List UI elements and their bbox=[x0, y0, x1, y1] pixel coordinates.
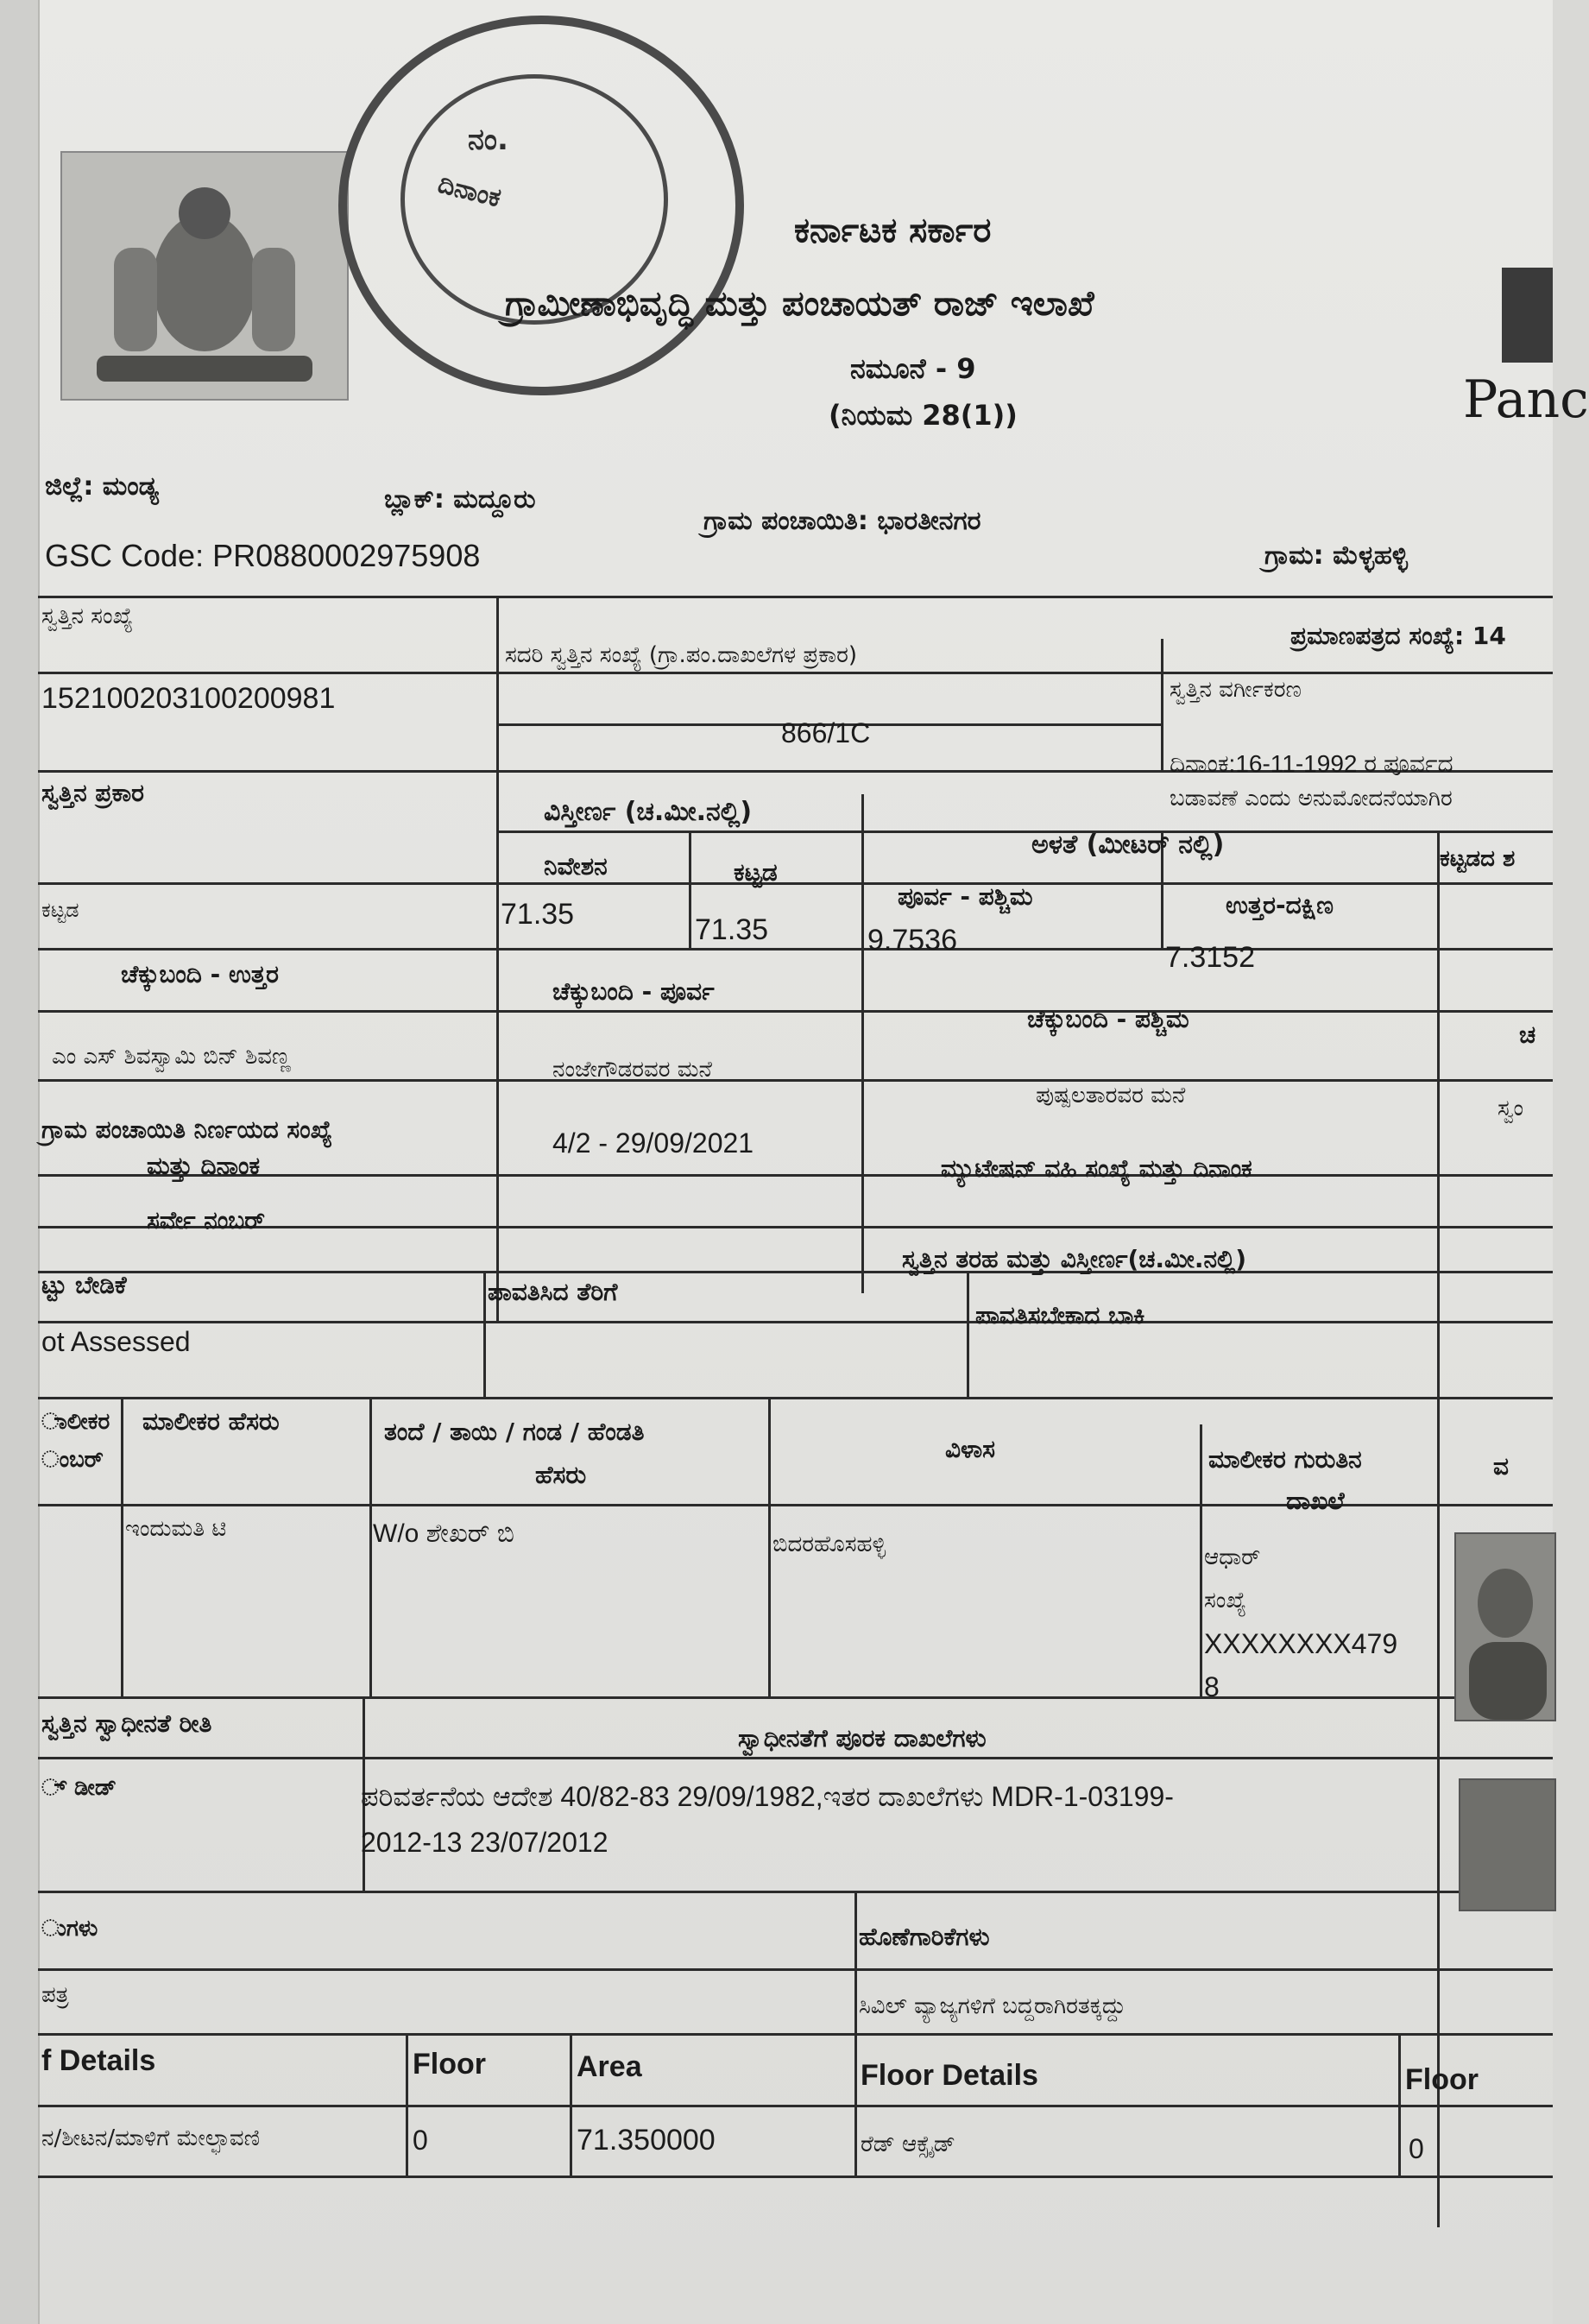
tax-demand-value: ot Assessed bbox=[41, 1326, 191, 1357]
north-boundary: ಎಂ ಎಸ್ ಶಿವಸ್ವಾಮಿ ಬಿನ್ ಶಿವಣ್ಣ bbox=[52, 1044, 292, 1070]
resolution-label-2: ಮತ್ತು ದಿನಾಂಕ bbox=[147, 1152, 261, 1180]
side-logo-text: Panc bbox=[1463, 369, 1589, 430]
gsc-code: GSC Code: PR0880002975908 bbox=[45, 538, 481, 573]
floor-header-left: Floor bbox=[413, 2048, 486, 2081]
classification-line-2: ಬಡಾವಣೆ ಎಂದು ಅನುಮೋದನೆಯಾಗಿರ bbox=[1170, 786, 1453, 812]
rule-line bbox=[121, 1397, 123, 1696]
rule-line bbox=[38, 1010, 1553, 1013]
owner-address: ಬಿದರಹೊಸಹಳ್ಳಿ bbox=[772, 1531, 886, 1557]
rule-line bbox=[570, 2033, 572, 2176]
floor-row-floor-left: 0 bbox=[413, 2125, 428, 2156]
floor-row-details-right: ರೆಡ್ ಆಕ್ಸೈಡ್ bbox=[861, 2131, 955, 2157]
liabilities-label: ಹೊಣೆಗಾರಿಕೆಗಳು bbox=[859, 1923, 990, 1951]
building-col-label: ಕಟ್ಟಡದ ಶ bbox=[1440, 846, 1516, 872]
north-south-value: 7.3152 bbox=[1165, 941, 1255, 974]
rule-line bbox=[496, 596, 499, 1321]
gram-panchayat: ಗ್ರಾಮ ಪಂಚಾಯಿತಿ: ಭಾರತೀನಗರ bbox=[703, 506, 981, 536]
department-title: ಗ್ರಾಮೀಣಾಭಿವೃದ್ಧಿ ಮತ್ತು ಪಂಚಾಯತ್ ರಾಜ್ ಇಲಾಖೆ bbox=[505, 284, 1094, 324]
rule-line bbox=[967, 1271, 969, 1397]
gp-property-no: 866/1C bbox=[781, 717, 871, 748]
owner-no-label-2: ಂಬರ್ bbox=[41, 1447, 104, 1473]
form-number: ನಮೂನೆ - 9 bbox=[850, 352, 976, 385]
rule-line bbox=[1398, 2033, 1401, 2176]
survey-label: ಸರ್ವೇ ನಂಬರ್ bbox=[147, 1206, 266, 1235]
north-boundary-label: ಚೆಕ್ಕುಬಂದಿ - ಉತ್ತರ bbox=[121, 960, 279, 988]
panchayat-seal-stamp bbox=[338, 16, 744, 395]
floor-details-header-left: f Details bbox=[41, 2044, 156, 2077]
rule-line bbox=[483, 1271, 486, 1397]
resolution-value: 4/2 - 29/09/2021 bbox=[552, 1127, 754, 1159]
owner-no-label-1: ಾಲೀಕರ bbox=[41, 1409, 110, 1435]
rights-label: ುಗಳು bbox=[41, 1916, 98, 1942]
east-west-value: 9.7536 bbox=[867, 924, 957, 957]
gp-property-no-label: ಸದರಿ ಸ್ವತ್ತಿನ ಸಂಖ್ಯೆ (ಗ್ರಾ.ಪಂ.ದಾಖಲೆಗಳ ಪ್ರಕಾರ) bbox=[505, 642, 857, 668]
ownership-mode-value: ್ ಡೀಡ್ bbox=[41, 1775, 117, 1801]
rule-line bbox=[1161, 639, 1163, 770]
classification-line-1: ದಿನಾಂಕ:16-11-1992 ರ ಪೂರ್ವದ bbox=[1170, 750, 1453, 777]
resolution-label-1: ಗ್ರಾಮ ಪಂಚಾಯಿತಿ ನಿರ್ಣಯದ ಸಂಖ್ಯೆ bbox=[41, 1115, 333, 1144]
west-boundary-label: ಚೆಕ್ಕುಬಂದಿ - ಪಶ್ಚಿಮ bbox=[1027, 1005, 1189, 1033]
east-boundary-label: ಚೆಕ್ಕುಬಂದಿ - ಪೂರ್ವ bbox=[552, 977, 715, 1006]
owner-name-label: ಮಾಲೀಕರ ಹೆಸರು bbox=[142, 1407, 280, 1436]
tax-demand-label: ಟ್ಟು ಬೇಡಿಕೆ bbox=[41, 1271, 127, 1299]
district: ಜಿಲ್ಲೆ: ಮಂಡ್ಯ bbox=[45, 471, 159, 502]
rule-line bbox=[1200, 1424, 1202, 1696]
ownership-docs-line-2: 2012-13 23/07/2012 bbox=[361, 1827, 608, 1858]
owner-name: ಇಂದುಮತಿ ಟಿ bbox=[125, 1516, 227, 1542]
tax-balance-label: ಪಾವತಿಸಬೇಕಾದ ಬಾಕಿ bbox=[975, 1301, 1145, 1329]
boundary-edge-2: ಸ್ವಂ bbox=[1498, 1096, 1523, 1121]
boundary-edge-1: ಚ bbox=[1519, 1020, 1536, 1049]
tax-paid-label: ಪಾವತಿಸಿದ ತೆರಿಗೆ bbox=[488, 1278, 618, 1306]
rule-line bbox=[861, 794, 864, 1293]
rule-line bbox=[38, 948, 1553, 950]
rule-line bbox=[38, 1226, 1553, 1228]
rule-line bbox=[38, 1696, 1553, 1699]
floor-header-right: Floor bbox=[1405, 2063, 1479, 2096]
rule-line bbox=[496, 830, 1553, 833]
rule-line bbox=[38, 1321, 1553, 1323]
rule-line bbox=[38, 2105, 1553, 2107]
ownership-docs-label: ಸ್ವಾಧೀನತೆಗೆ ಪೂರಕ ದಾಖಲೆಗಳು bbox=[738, 1724, 987, 1752]
east-west-label: ಪೂರ್ವ - ಪಶ್ಚಿಮ bbox=[898, 882, 1033, 911]
panchatantra-logo-icon bbox=[1502, 268, 1553, 363]
certificate-label: ಪ್ರಮಾಣಪತ್ರದ ಸಂಖ್ಯೆ: 14 bbox=[1290, 622, 1506, 650]
mutation-label: ಮ್ಯುಟೇಷನ್ ವಹಿ ಸಂಖ್ಯೆ ಮತ್ತು ದಿನಾಂಕ bbox=[941, 1154, 1252, 1183]
village: ಗ್ರಾಮ: ಮೆಳ್ಳಹಳ್ಳಿ bbox=[1264, 540, 1409, 571]
floor-row-area: 71.350000 bbox=[577, 2124, 716, 2157]
owner-photo bbox=[1454, 1532, 1556, 1721]
seal-date: ದಿನಾಂಕ bbox=[434, 168, 504, 214]
rule-line bbox=[38, 2033, 1553, 2036]
north-south-label: ಉತ್ತರ-ದಕ್ಷಿಣ bbox=[1226, 891, 1334, 919]
rule-line bbox=[38, 2176, 1553, 2178]
relation-label-2: ಹೆಸರು bbox=[535, 1461, 587, 1489]
owner-id-label-2: ದಾಖಲೆ bbox=[1286, 1487, 1345, 1515]
owner-relation: W/o ಶೇಖರ್ ಬಿ bbox=[373, 1519, 514, 1548]
type-label: ಸ್ವತ್ತಿನ ಪ್ರಕಾರ bbox=[41, 779, 144, 807]
rule-number: (ನಿಯಮ 28(1)) bbox=[829, 399, 1018, 432]
document-thumbnail bbox=[1459, 1778, 1556, 1911]
karnataka-emblem-icon bbox=[60, 151, 349, 401]
area-header: Area bbox=[577, 2050, 642, 2083]
rule-line bbox=[38, 672, 1553, 674]
photo-col-label: ವ bbox=[1493, 1452, 1509, 1481]
owner-id-type-2: ಸಂಖ್ಯೆ bbox=[1204, 1588, 1246, 1614]
property-no: 15210020310020098​1 bbox=[41, 682, 336, 715]
rule-line bbox=[406, 2033, 408, 2176]
address-label: ವಿಳಾಸ bbox=[945, 1435, 996, 1463]
page-edge bbox=[0, 0, 40, 2324]
ownership-mode-label: ಸ್ವತ್ತಿನ ಸ್ವಾಧೀನತೆ ರೀತಿ bbox=[41, 1709, 212, 1738]
classification-label: ಸ್ವತ್ತಿನ ವರ್ಗೀಕರಣ bbox=[1170, 677, 1302, 703]
government-title: ಕರ್ನಾಟಕ ಸರ್ಕಾರ bbox=[794, 211, 992, 250]
type-value: ಕಟ್ಟಡ bbox=[41, 898, 79, 922]
liabilities-value: ಸಿವಿಲ್ ವ್ಯಾಜ್ಯಗಳಿಗೆ ಬದ್ದರಾಗಿರತಕ್ಕದ್ದು bbox=[859, 1993, 1126, 2019]
owner-id-value-1: XXXXXXXX479 bbox=[1204, 1628, 1398, 1659]
rule-line bbox=[369, 1397, 372, 1696]
rights-value: ಪತ್ರ bbox=[41, 1982, 69, 2008]
owner-id-value-2: 8 bbox=[1204, 1671, 1220, 1702]
property-nature-label: ಸ್ವತ್ತಿನ ತರಹ ಮತ್ತು ವಿಸ್ತೀರ್ಣ(ಚ.ಮೀ.ನಲ್ಲಿ) bbox=[902, 1245, 1247, 1273]
rule-line bbox=[38, 1757, 1553, 1759]
rule-line bbox=[38, 1079, 1553, 1082]
relation-label-1: ತಂದೆ / ತಾಯಿ / ಗಂಡ / ಹೆಂಡತಿ bbox=[384, 1418, 645, 1446]
rule-line bbox=[768, 1397, 771, 1696]
floor-row-details-left: ನ/ಶೀಟನ/ಮಾಳಿಗೆ ಮೇಲ್ಛಾವಣಿ bbox=[41, 2125, 260, 2151]
rule-line bbox=[38, 882, 1553, 885]
floor-row-floor-right: 0 bbox=[1409, 2133, 1424, 2164]
dimension-label: ಅಳತೆ (ಮೀಟರ್ ನಲ್ಲಿ) bbox=[1031, 830, 1225, 860]
seal-no: ನಂ. bbox=[468, 123, 508, 157]
rule-line bbox=[38, 1174, 1553, 1177]
rule-line bbox=[38, 1891, 1553, 1893]
rule-line bbox=[689, 830, 691, 948]
rule-line bbox=[38, 596, 1553, 598]
floor-details-header-right: Floor Details bbox=[861, 2059, 1038, 2092]
building-area: 71.35 bbox=[695, 913, 769, 946]
rule-line bbox=[1437, 830, 1440, 2227]
building-label: ಕಟ್ಟಡ bbox=[734, 858, 778, 887]
rule-line bbox=[38, 1968, 1553, 1971]
block: ಬ್ಲಾಕ್: ಮದ್ದೂರು bbox=[384, 484, 536, 515]
site-area: 71.35 bbox=[501, 898, 575, 931]
rule-line bbox=[38, 1397, 1553, 1399]
east-boundary: ನಂಜೇಗೌಡರವರ ಮನೆ bbox=[552, 1057, 712, 1083]
rule-line bbox=[38, 1271, 1553, 1273]
property-no-label: ಸ್ವತ್ತಿನ ಸಂಖ್ಯೆ bbox=[41, 603, 134, 629]
rule-line bbox=[854, 1891, 857, 2176]
west-boundary: ಪುಷ್ಪಲತಾರವರ ಮನೆ bbox=[1036, 1083, 1186, 1108]
owner-id-label-1: ಮಾಲೀಕರ ಗುರುತಿನ bbox=[1208, 1445, 1362, 1474]
site-label: ನಿವೇಶನ bbox=[544, 852, 608, 881]
ownership-docs-line-1: ಪರಿವರ್ತನೆಯ ಆದೇಶ 40/82-83 29/09/1982,ಇತರ ದಾಖಲೆಗಳು MDR-1-03199- bbox=[361, 1781, 1174, 1812]
area-label: ವಿಸ್ತೀರ್ಣ (ಚ.ಮೀ.ನಲ್ಲಿ) bbox=[544, 797, 753, 827]
owner-id-type-1: ಆಧಾರ್ bbox=[1204, 1544, 1261, 1570]
